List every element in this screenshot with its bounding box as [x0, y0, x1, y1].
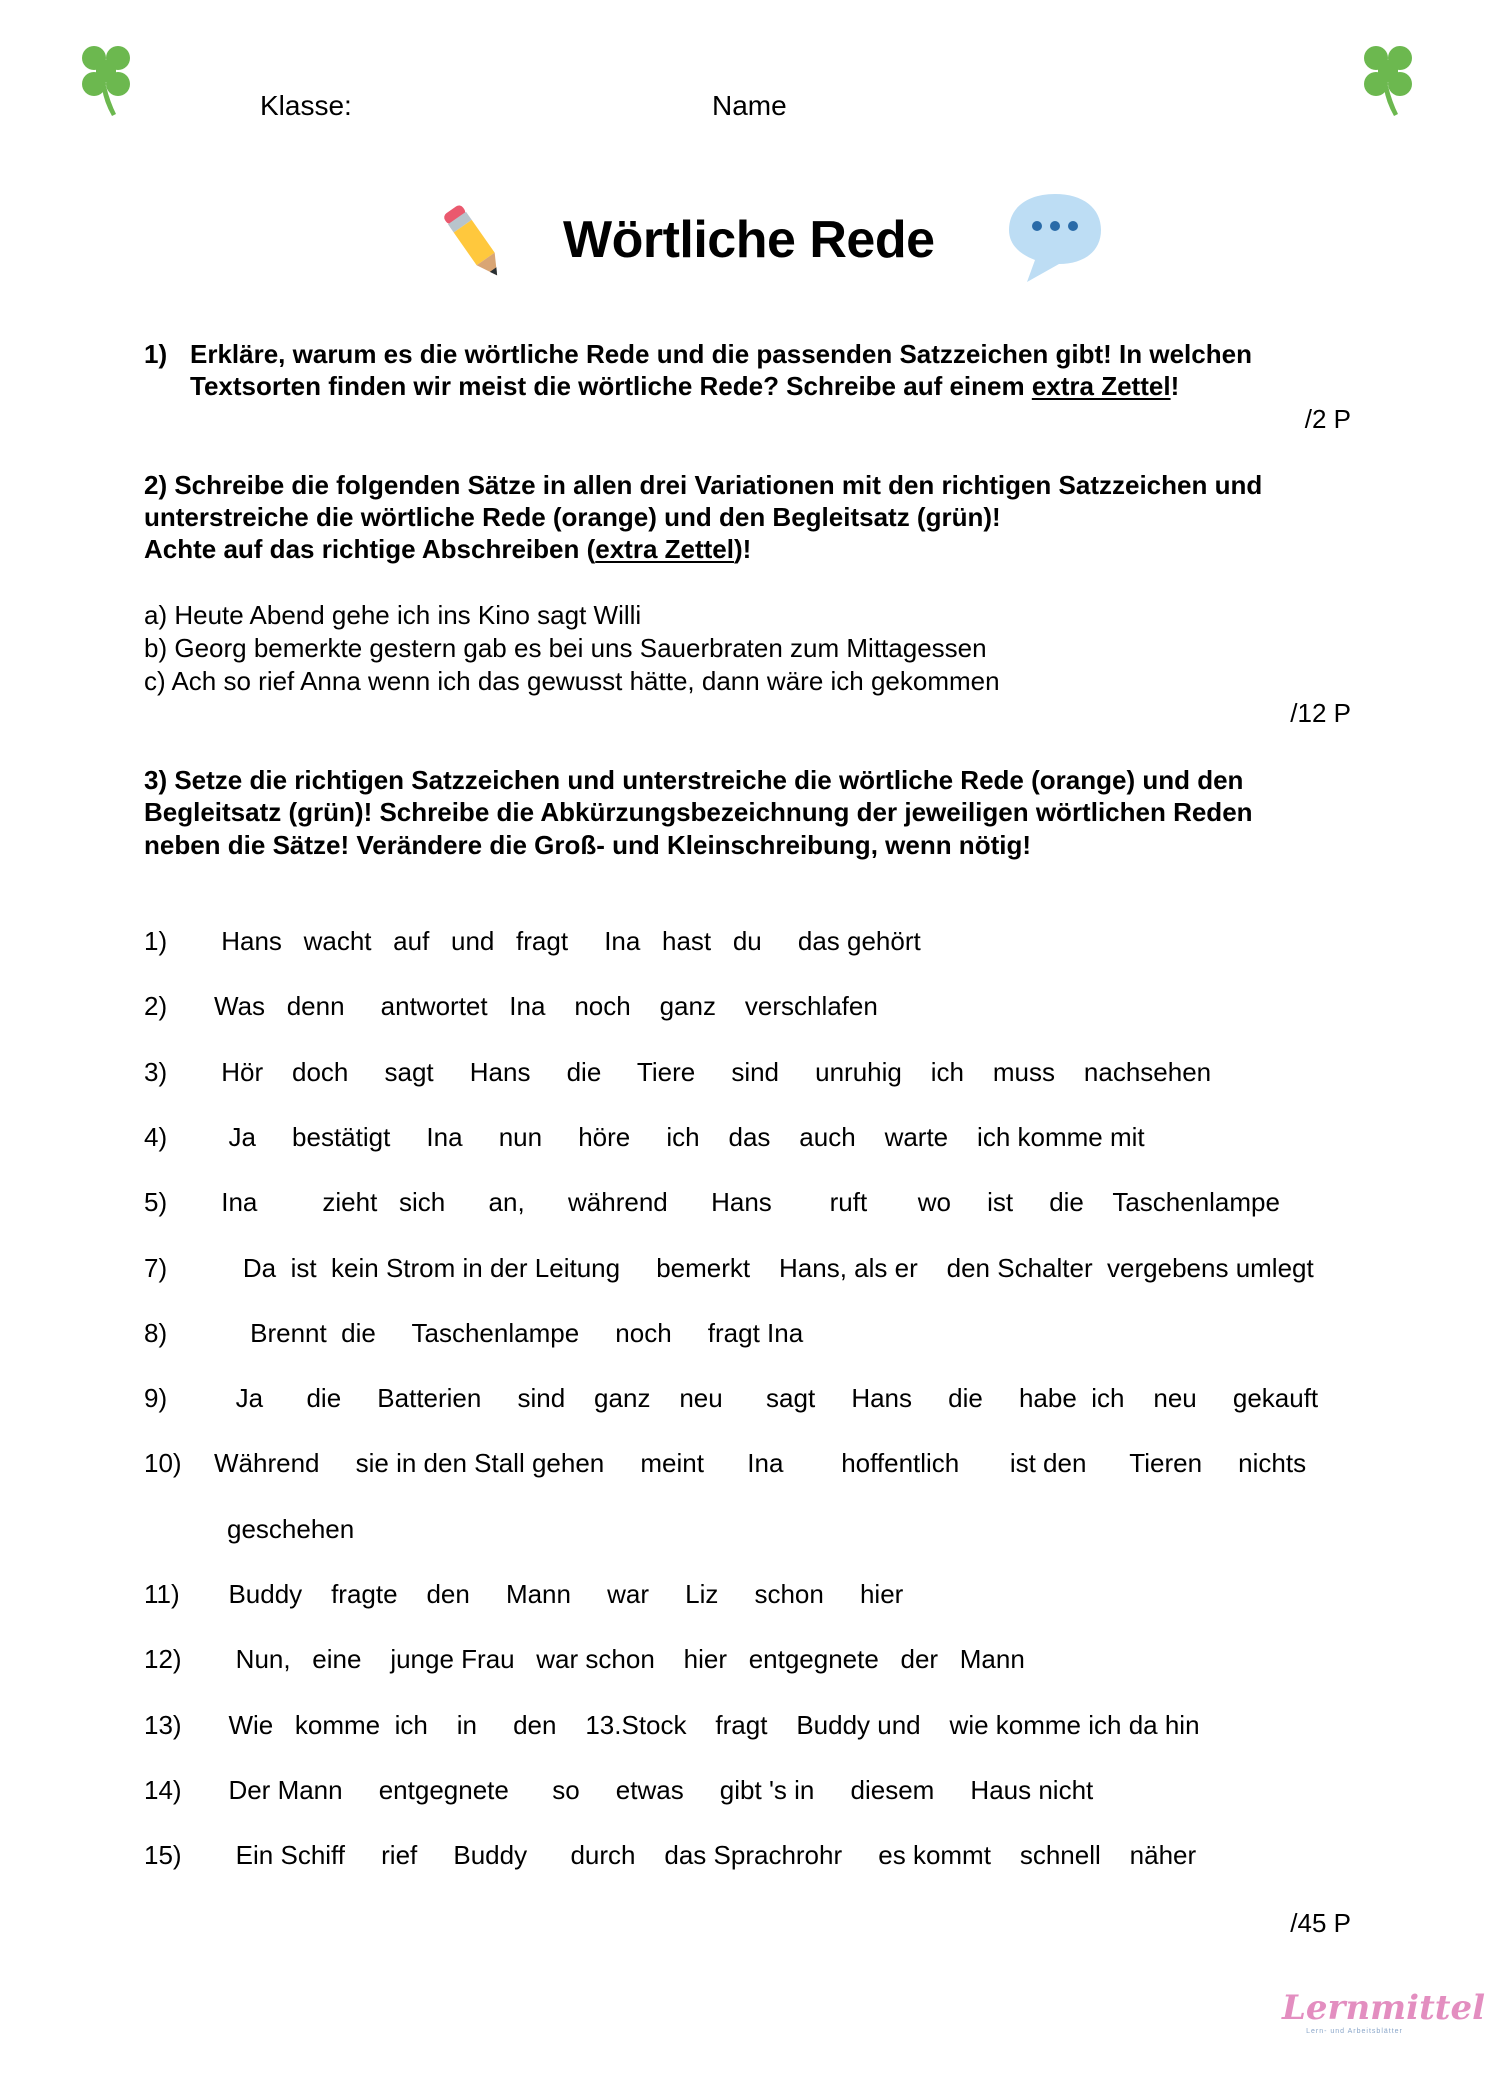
exercise-number: 2) — [144, 991, 168, 1022]
section-1-line-2 — [190, 370, 1179, 402]
exercise-row — [144, 1448, 1306, 1479]
exercise-text: Während sie in den Stall gehen meint Ina hoffentlich ist den Tieren nichts — [214, 1448, 1307, 1479]
exercise-row — [144, 1840, 1196, 1871]
sentence-item: c) Ach so rief Anna wenn ich das gewusst hätte, dann wäre ich gekommen — [144, 666, 1000, 696]
extra-zettel-underlined: extra Zettel — [1031, 371, 1171, 401]
exercise-row — [144, 1775, 1093, 1806]
section-3-line-1: 3) Setze die richtigen Satzzeichen und unterstreiche die wörtliche Rede (orange) und den — [144, 765, 1244, 795]
exercise-text: Da ist kein Strom in der Leitung bemerkt Hans, als er den Schalter vergebens umlegt — [214, 1252, 1314, 1283]
exercise-number: 7) — [144, 1252, 168, 1283]
exercise-number: 15) — [144, 1840, 182, 1871]
clover-icon — [1352, 40, 1424, 118]
sentence-item: a) Heute Abend gehe ich ins Kino sagt Willi — [144, 600, 642, 630]
section-3-line-3: neben die Sätze! Verändere die Groß- und Kleinschreibung, wenn nötig! — [144, 830, 1031, 860]
exercise-number: 12) — [144, 1644, 182, 1675]
section-1-number: 1) — [144, 339, 168, 369]
logo-text: Lernmittel — [1282, 1988, 1485, 2028]
text: Textsorten finden wir meist die wörtliche Rede? Schreibe auf einem — [190, 371, 1032, 401]
section-2-line-2: unterstreiche die wörtliche Rede (orange) und den Begleitsatz (grün)! — [144, 502, 1001, 532]
exercise-number: 1) — [144, 926, 168, 956]
exercise-number: 11) — [144, 1579, 180, 1609]
exercise-row — [144, 1187, 1280, 1218]
exercise-row — [144, 1514, 354, 1545]
name-label: Name — [712, 90, 787, 121]
extra-zettel-underlined: extra Zettel — [595, 534, 734, 564]
exercise-text: Nun, eine junge Frau war schon hier entgegnete der Mann — [214, 1644, 1025, 1675]
speech-bubble-icon — [1005, 190, 1105, 286]
exercise-number: 14) — [144, 1774, 182, 1805]
exercise-text: Was denn antwortet Ina noch ganz verschlafen — [214, 991, 878, 1022]
page-title: Wörtliche Rede — [563, 211, 935, 269]
exercise-text: Ja die Batterien sind ganz neu sagt Hans die habe ich neu gekauft — [214, 1383, 1319, 1414]
text: ! — [1170, 371, 1180, 401]
exercise-number: 4) — [144, 1121, 168, 1152]
clover-icon — [70, 40, 142, 118]
text: )! — [733, 534, 752, 564]
exercise-number: 8) — [144, 1317, 168, 1348]
exercise-text: Buddy fragte den Mann war Liz schon hier — [214, 1579, 904, 1609]
exercise-text: Hans wacht auf und fragt Ina hast du das gehört — [214, 926, 921, 956]
exercise-row — [144, 1057, 1211, 1088]
exercise-row — [144, 1579, 903, 1610]
exercise-number: 3) — [144, 1056, 168, 1087]
exercise-row — [144, 1383, 1318, 1414]
klasse-label: Klasse: — [260, 90, 352, 121]
exercise-text: Ja bestätigt Ina nun höre ich das auch warte ich komme mit — [214, 1121, 1145, 1152]
exercise-number: 13) — [144, 1709, 182, 1740]
exercise-text: Wie komme ich in den 13.Stock fragt Buddy und wie komme ich da hin — [214, 1709, 1200, 1740]
exercise-row — [144, 926, 921, 957]
exercise-text: Der Mann entgegnete so etwas gibt 's in diesem Haus nicht — [214, 1774, 1094, 1805]
section-1-score: /2 P — [1304, 404, 1351, 434]
exercise-row — [144, 1318, 803, 1349]
section-1-line-1: Erkläre, warum es die wörtliche Rede und die passenden Satzzeichen gibt! In welchen — [190, 339, 1252, 369]
exercise-row — [144, 1644, 1025, 1675]
publisher-logo — [1282, 1988, 1485, 2035]
exercise-row — [144, 1122, 1145, 1153]
exercise-text: Ein Schiff rief Buddy durch das Sprachrohr es kommt schnell näher — [214, 1840, 1197, 1871]
exercise-number: 10) — [144, 1448, 182, 1479]
exercise-row — [144, 1710, 1200, 1741]
section-3-score: /45 P — [1290, 1908, 1351, 1938]
section-2-line-3 — [144, 533, 751, 565]
exercise-text: geschehen — [227, 1513, 355, 1544]
exercise-number: 5) — [144, 1187, 168, 1218]
exercise-text: Brennt die Taschenlampe noch fragt Ina — [214, 1317, 804, 1348]
logo-subtext: Lern- und Arbeitsblätter — [1306, 2028, 1403, 2035]
pencil-icon — [430, 198, 520, 286]
sentence-item: b) Georg bemerkte gestern gab es bei uns Sauerbraten zum Mittagessen — [144, 633, 987, 663]
exercise-row — [144, 1253, 1314, 1284]
section-3-line-2: Begleitsatz (grün)! Schreibe die Abkürzungsbezeichnung der jeweiligen wörtlichen Reden — [144, 797, 1253, 827]
exercise-row — [144, 991, 878, 1022]
section-2-score: /12 P — [1290, 698, 1351, 728]
exercise-text: Ina zieht sich an, während Hans ruft wo ist die Taschenlampe — [214, 1187, 1280, 1218]
exercise-text: Hör doch sagt Hans die Tiere sind unruhig ich muss nachsehen — [214, 1056, 1212, 1087]
text: Achte auf das richtige Abschreiben ( — [144, 534, 596, 564]
section-2-line-1: 2) Schreibe die folgenden Sätze in allen drei Variationen mit den richtigen Satzzeichen und — [144, 470, 1263, 500]
exercise-number: 9) — [144, 1383, 168, 1414]
